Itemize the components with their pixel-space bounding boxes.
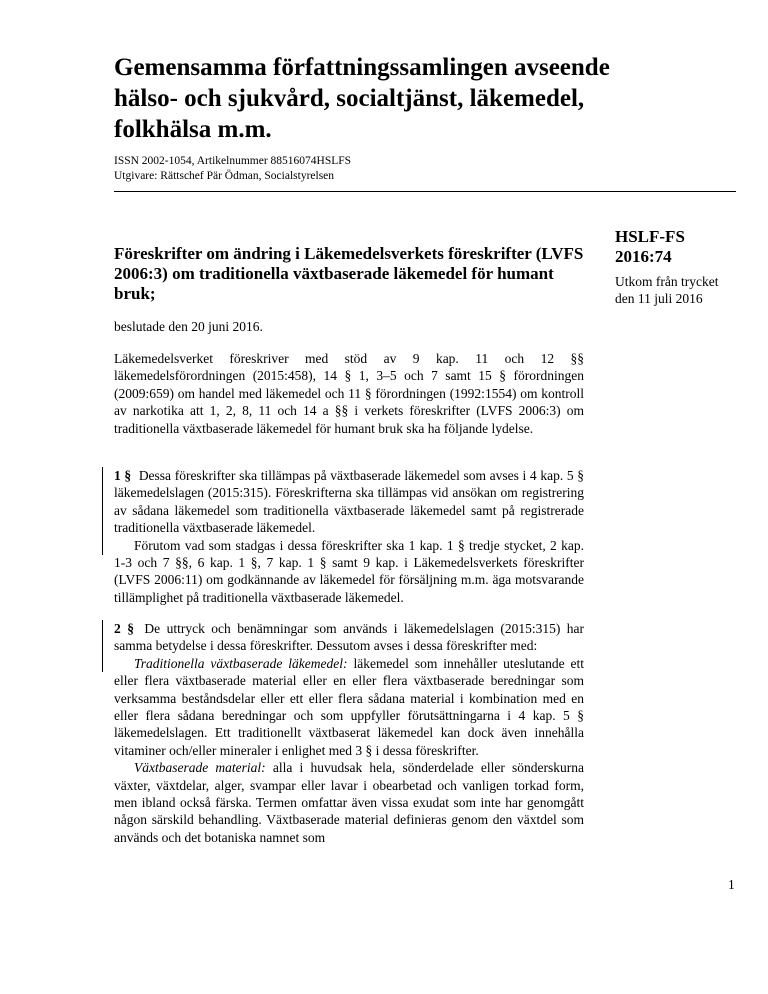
definition-herbal-materials: [114, 759, 584, 846]
section-1: [114, 467, 584, 606]
section-2-paragraph-1: [114, 620, 584, 655]
definition-traditional-herbal-medicines: [114, 655, 584, 759]
change-bar-section-1: [102, 467, 103, 555]
issued-label: Utkom från trycket: [615, 274, 719, 289]
section-1-number: 1 §: [114, 468, 132, 483]
publisher-line: Utgivare: Rättschef Pär Ödman, Socialstyrelsen: [114, 170, 335, 182]
page-number: 1: [728, 877, 735, 892]
section-2-text-1: De uttryck och benämningar som används i läkemedelslagen (2015:315) har samma betydelse i dessa föreskrifter. Dessutom avses i dessa föreskrifter med:: [114, 621, 585, 654]
definition-text-2: alla i huvudsak hela, sönderdelade eller sönderskurna växter, växtdelar, alger, svampar eller lavar i obearbetad och vanligen torkad form, men ibland också färska. Termen omfattar även vissa exudat som inte har genomgått någon särskild behandling. Växtbaserade material definieras genom den växtdel som används och det botaniska namnet som: [114, 760, 584, 845]
section-2: [114, 620, 584, 846]
statute-code: [615, 227, 740, 267]
term-traditional-herbal-medicines: Traditionella växtbaserade läkemedel:: [134, 655, 348, 671]
decision-date: beslutade den 20 juni 2016.: [114, 319, 263, 334]
issn-line: ISSN 2002-1054, Artikelnummer 88516074HSLFS: [114, 155, 352, 167]
issued-date: [615, 273, 740, 307]
publication-info: [114, 154, 351, 184]
sidebar-info: [615, 227, 740, 307]
header-divider: [114, 191, 736, 192]
statute-code-number: 2016:74: [615, 247, 672, 266]
collection-title: Gemensamma författningssamlingen avseende hälso- och sjukvård, socialtjänst, läkemedel, folkhälsa m.m.: [114, 54, 610, 143]
section-1-paragraph-1: [114, 467, 584, 537]
document-title: Föreskrifter om ändring i Läkemedelsverkets föreskrifter (LVFS 2006:3) om traditionella växtbaserade läkemedel för humant bruk;: [114, 244, 584, 303]
statute-code-series: HSLF-FS: [615, 227, 685, 246]
issued-value: den 11 juli 2016: [615, 291, 703, 306]
section-1-text-1: Dessa föreskrifter ska tillämpas på växtbaserade läkemedel som avses i 4 kap. 5 § läkemedelslagen (2015:315). Föreskrifterna ska tillämpas vid ansökan om registrering av sådana läkemedel som traditionella växtbaserade läkemedel samt på registrerade traditionella växtbaserade läkemedel.: [114, 468, 585, 536]
intro-paragraph: Läkemedelsverket föreskriver med stöd av 9 kap. 11 och 12 §§ läkemedelsförordningen (2015:458), 14 § 1, 3–5 och 7 samt 15 § förordningen (2009:659) om handel med läkemedel och 11 § förordningen (1992:1554) om kontroll av narkotika att 1, 2, 8, 11 och 14 a §§ i verkets föreskrifter (LVFS 2006:3) om traditionella växtbaserade läkemedel för humant bruk ska ha följande lydelse.: [114, 351, 584, 436]
change-bar-section-2: [102, 620, 103, 672]
section-2-number: 2 §: [114, 621, 134, 636]
term-herbal-materials: Växtbaserade material:: [134, 760, 266, 776]
definition-text-1: läkemedel som innehåller uteslutande ett eller flera växtbaserade material eller en eller flera växtbaserade beredningar som verksamma beståndsdelar eller ett eller flera sådana material i kombination med en eller flera sådana beredningar och som uppfyller förutsättningarna i 4 kap. 5 § läkemedelslagen. Ett traditionellt växtbaserat läkemedel kan dock även innehålla vitaminer och/eller mineraler i enlighet med 3 § i dessa föreskrifter.: [114, 655, 585, 758]
section-1-paragraph-2: Förutom vad som stadgas i dessa föreskrifter ska 1 kap. 1 § tredje stycket, 2 kap. 1-3 och 7 §§, 6 kap. 1 §, 7 kap. 1 § samt 9 kap. i Läkemedelsverkets föreskrifter (LVFS 2006:11) om godkännande av läkemedel för försäljning m.m. äga motsvarande tillämplighet på traditionella växtbaserade läkemedel.: [114, 537, 584, 605]
